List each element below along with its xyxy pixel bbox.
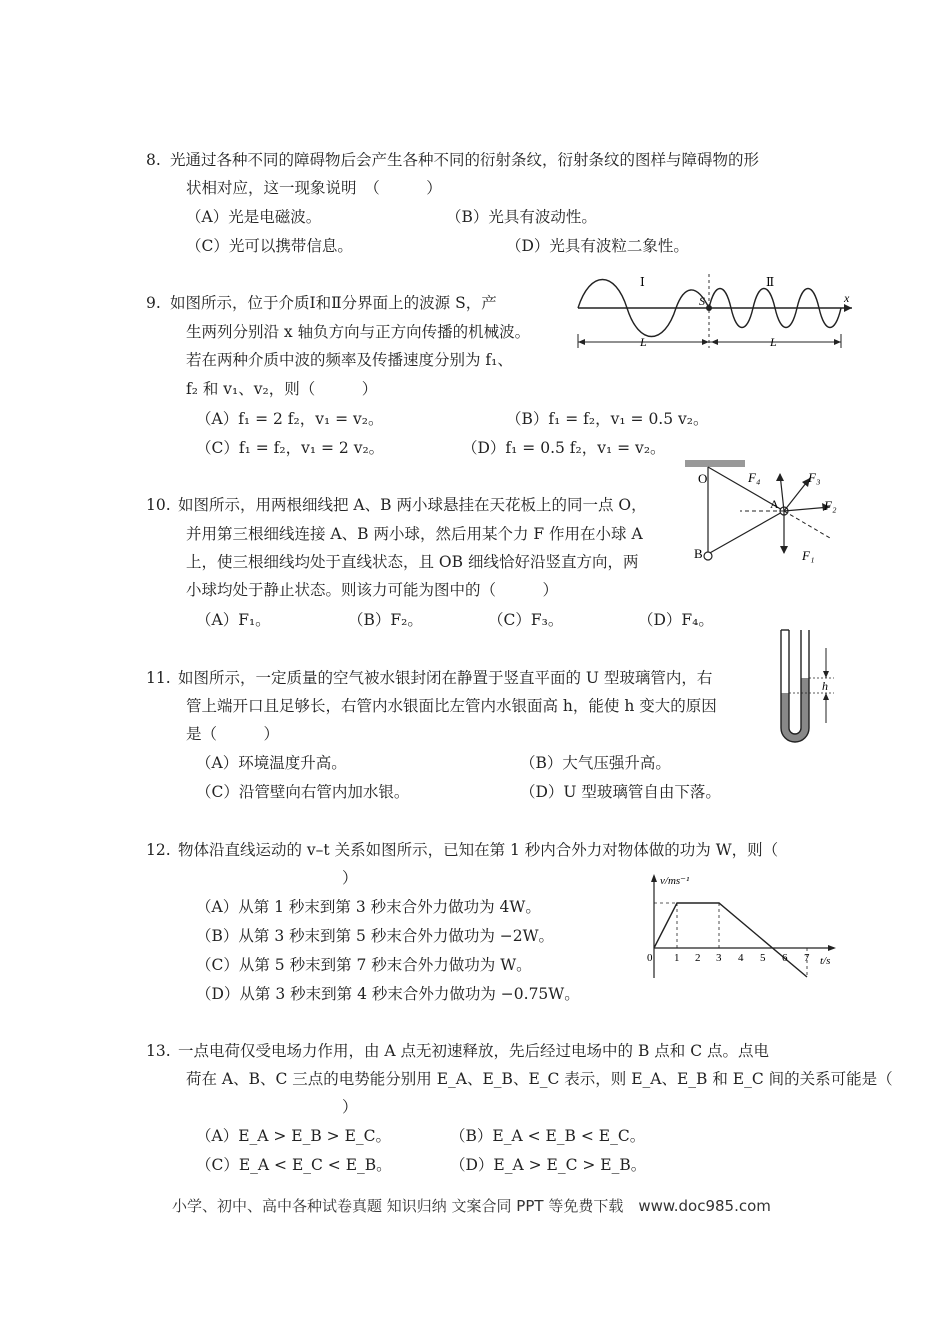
label-x-axis: x [844,291,850,305]
q11-option-c: （C）沿管壁向右管内加水银。 [196,783,410,801]
q13-option-c: （C）E_A < E_C < E_B。 [196,1156,392,1174]
label-length-2: L [770,335,777,349]
q9-stem-line4: f₂ 和 v₁、v₂，则（ ） [186,380,378,398]
dimension-arrow-icon [834,339,841,345]
q12-option-a: （A）从第 1 秒末到第 3 秒末合外力做功为 4W。 [196,898,541,916]
q10-stem-line4: 小球均处于静止状态。则该力可能为图中的（ ） [186,581,559,599]
label-point-o: O [698,471,708,486]
wave-figure [570,272,860,357]
q12-number: 12. [146,841,171,859]
mercury-column [781,678,809,742]
q9-option-c: （C）f₁ = f₂，v₁ = 2 v₂。 [196,439,385,457]
vt-tick: 6 [782,952,788,964]
label-medium-2: Ⅱ [766,275,775,289]
q10-stem-line3: 上，使三根细线均处于直线状态，且 OB 细线恰好沿竖直方向，两 [186,553,639,571]
extension-dashed [784,511,830,538]
q9-stem-line3: 若在两种介质中波的频率及传播速度分别为 f₁、 [186,351,513,369]
q12-option-b: （B）从第 3 秒末到第 5 秒末合外力做功为 −2W。 [196,927,555,945]
q8-option-b: （B）光具有波动性。 [446,208,597,226]
label-f2: F₂ [824,498,837,513]
q11-stem-line1: 如图所示，一定质量的空气被水银封闭在静置于竖直平面的 U 型玻璃管内，右 [178,669,713,687]
vt-tick: 1 [674,952,680,964]
q9-option-d: （D）f₁ = 0.5 f₂，v₁ = v₂。 [462,439,666,457]
suspended-balls-figure [680,458,840,568]
q13-number: 13. [146,1042,171,1060]
dimension-arrow-icon [578,339,585,345]
label-ball-a: A [770,497,779,511]
q11-option-b: （B）大气压强升高。 [520,754,671,772]
vt-tick: 4 [738,952,744,964]
q11-stem-line3: 是（ ） [186,725,280,743]
axis-arrow-icon [828,945,836,951]
wave-source-dot [706,305,712,311]
vt-tick: 2 [695,952,701,964]
q11-number: 11. [146,669,171,687]
vt-x-label: t/s [820,955,831,967]
q12-stem-line1: 物体沿直线运动的 v–t 关系如图所示，已知在第 1 秒内合外力对物体做的功为 W，则（ [178,841,779,859]
label-length-1: L [640,335,647,349]
label-h: h [822,679,828,693]
q12-option-c: （C）从第 5 秒末到第 7 秒末合外力做功为 W。 [196,956,532,974]
q9-option-b: （B）f₁ = f₂，v₁ = 0.5 v₂。 [506,410,709,428]
q10-number: 10. [146,496,171,514]
q13-stem-line3: ） [342,1098,358,1116]
label-f3: F₃ [808,470,821,485]
q10-stem-line2: 并用第三根细线连接 A、B 两小球，然后用某个力 F 作用在小球 A [186,525,643,543]
label-medium-1: Ⅰ [640,275,645,289]
q10-option-a: （A）F₁。 [196,611,271,629]
ball-b [704,552,712,560]
q11-option-a: （A）环境温度升高。 [196,754,347,772]
axis-arrow-icon [844,304,852,312]
q8-option-d: （D）光具有波粒二象性。 [506,237,689,255]
ceiling [685,460,745,467]
q12-option-d: （D）从第 3 秒末到第 4 秒末合外力做功为 −0.75W。 [196,985,580,1003]
q8-stem-line2: 状相对应，这一现象说明 （ ） [186,179,442,197]
q13-stem-line1: 一点电荷仅受电场力作用，由 A 点无初速释放，先后经过电场中的 B 点和 C 点。点电 [178,1042,770,1060]
vt-tick: 3 [716,952,722,964]
q10-stem-line1: 如图所示，用两根细线把 A、B 两小球悬挂在天花板上的同一点 O， [178,496,647,514]
dimension-arrow-icon [711,339,718,345]
arrow-head-icon [823,693,829,700]
label-f1: F₁ [802,548,815,563]
q10-option-c: （C）F₃。 [488,611,564,629]
label-f4: F₄ [748,470,761,485]
vt-y-label: v/ms⁻¹ [660,875,690,887]
q10-option-d: （D）F₄。 [638,611,714,629]
page-footer: 小学、初中、高中各种试卷真题 知识归纳 文案合同 PPT 等免费下载 www.doc985.com [172,1197,771,1215]
vt-origin: 0 [647,952,653,964]
q8-option-a: （A）光是电磁波。 [186,208,322,226]
q8-stem-line1: 光通过各种不同的障碍物后会产生各种不同的衍射条纹，衍射条纹的图样与障碍物的形 [170,151,760,169]
q12-stem-line2: ） [342,869,358,887]
string-ab [708,511,784,554]
q11-stem-line2: 管上端开口且足够长，右管内水银面比左管内水银面高 h，能使 h 变大的原因 [186,697,717,715]
vt-tick: 5 [760,952,766,964]
q13-option-b: （B）E_A < E_B < E_C。 [450,1127,646,1145]
q9-stem-line1: 如图所示，位于介质Ⅰ和Ⅱ分界面上的波源 S，产 [170,294,497,312]
vt-graph-figure [644,870,840,980]
u-tube-figure [776,628,836,753]
arrow-head-icon [776,473,784,481]
q9-option-a: （A）f₁ = 2 f₂，v₁ = v₂。 [196,410,384,428]
q13-stem-line2: 荷在 A、B、C 三点的电势能分别用 E_A、E_B、E_C 表示，则 E_A、E_B 和 E_C 间的关系可能是（ [186,1070,893,1088]
u-tube-inner [789,630,801,734]
arrow-head-icon [780,546,788,554]
q11-option-d: （D）U 型玻璃管自由下落。 [520,783,721,801]
arrow-head-icon [823,671,829,678]
label-ball-b: B [694,546,703,561]
q9-stem-line2: 生两列分别沿 x 轴负方向与正方向传播的机械波。 [186,323,531,341]
axis-arrow-icon [651,874,657,882]
vt-tick: 7 [804,952,810,964]
q13-option-d: （D）E_A > E_C > E_B。 [450,1156,647,1174]
q9-number: 9. [146,294,161,312]
q13-option-a: （A）E_A > E_B > E_C。 [196,1127,392,1145]
q8-number: 8. [146,151,161,169]
label-source-s: S [699,294,705,308]
q10-option-b: （B）F₂。 [348,611,423,629]
q8-option-c: （C）光可以携带信息。 [186,237,353,255]
dimension-arrow-icon [702,339,709,345]
